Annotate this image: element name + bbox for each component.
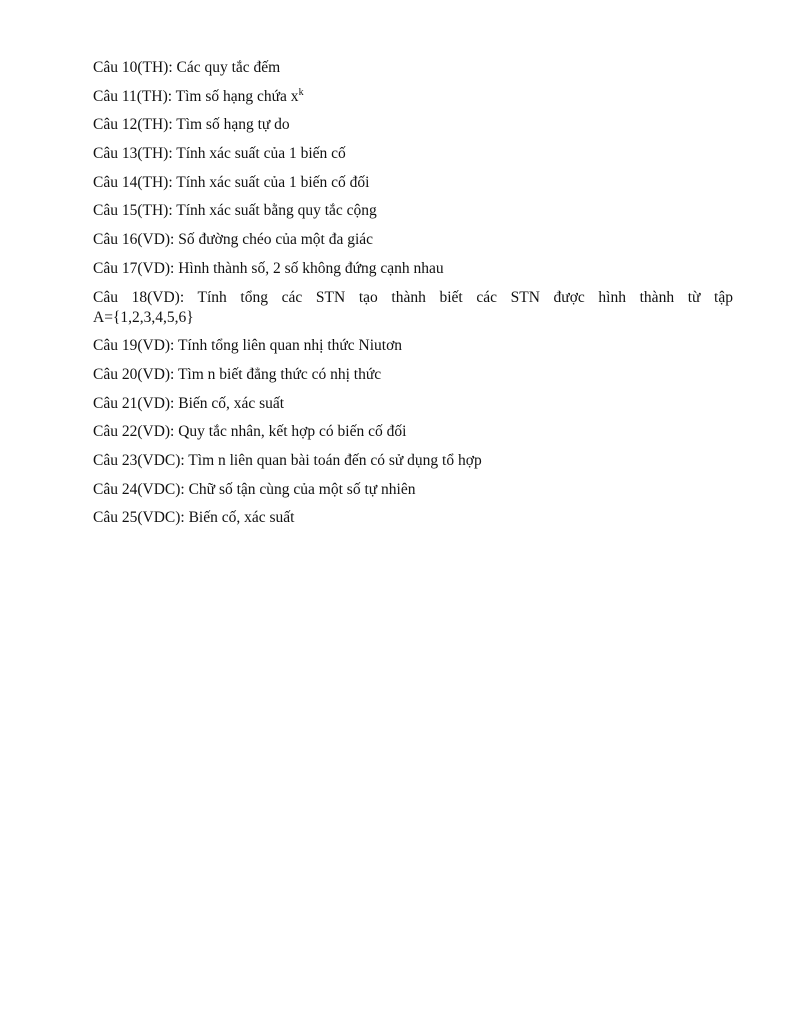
item-text: Câu 25(VDC): Biến cố, xác suất [93,509,295,527]
list-item [93,480,733,500]
item-text: Câu 10(TH): Các quy tắc đếm [93,59,281,76]
list-item [93,394,733,414]
list-item [93,422,733,442]
document-page [93,58,733,537]
list-item [93,230,733,250]
item-text-line-1: Câu 18(VD): Tính tổng các STN tạo thành biết các STN được hình thành từ tập [93,288,733,306]
item-text: Câu 24(VDC): Chữ số tận cùng của một số tự nhiên [93,480,416,498]
item-text: Câu 16(VD): Số đường chéo của một đa giác [93,231,374,249]
list-item [93,508,733,528]
list-item [93,144,733,164]
item-text: Câu 22(VD): Quy tắc nhân, kết hợp có biến cố đối [93,423,407,441]
item-text: Câu 12(TH): Tìm số hạng tự do [93,116,290,134]
item-text: Câu 13(TH): Tính xác suất của 1 biến cố [93,145,346,163]
item-text: Câu 17(VD): Hình thành số, 2 số không đứng cạnh nhau [93,259,444,277]
item-text: Câu 15(TH): Tính xác suất bằng quy tắc cộng [93,202,377,220]
list-item [93,336,733,356]
item-text: Câu 19(VD): Tính tổng liên quan nhị thức Niutơn [93,337,403,355]
list-item [93,365,733,385]
item-text: Câu 23(VDC): Tìm n liên quan bài toán đến có sử dụng tổ hợp [93,451,482,469]
list-item [93,58,733,78]
list-item [93,115,733,135]
item-text: Câu 14(TH): Tính xác suất của 1 biến cố đối [93,173,370,191]
item-text: Câu 20(VD): Tìm n biết đẳng thức có nhị thức [93,365,382,383]
superscript: k [298,86,304,98]
list-item [93,87,733,107]
list-item [93,288,733,328]
list-item [93,259,733,279]
item-text-line-2: A={1,2,3,4,5,6} [93,308,194,326]
list-item [93,201,733,221]
item-text: Câu 11(TH): Tìm số hạng chứa x [93,87,299,105]
list-item [93,451,733,471]
list-item [93,173,733,193]
item-text: Câu 21(VD): Biến cố, xác suất [93,394,285,412]
